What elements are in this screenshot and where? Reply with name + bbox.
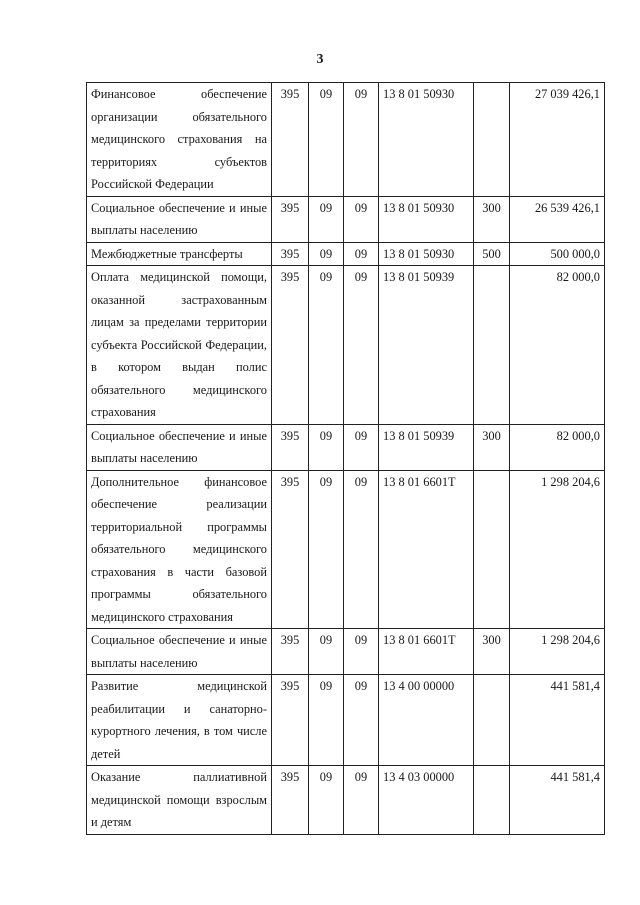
- ministry-code: 395: [272, 242, 309, 266]
- amount: 27 039 426,1: [510, 83, 605, 197]
- subsection-code: 09: [344, 470, 379, 629]
- table-row: [87, 470, 605, 629]
- section-code: 09: [309, 766, 344, 835]
- row-name: Оказание паллиативной медицинской помощи взрослым и детям: [87, 766, 272, 835]
- section-code: 09: [309, 629, 344, 675]
- table-row: [87, 196, 605, 242]
- table-row: [87, 242, 605, 266]
- subsection-code: 09: [344, 675, 379, 766]
- row-name: Дополнительное финансовое обеспечение реализации территориальной программы обязательного медицинского страхования в части базовой программы обязательного медицинского страхования: [87, 470, 272, 629]
- ministry-code: 395: [272, 766, 309, 835]
- amount: 82 000,0: [510, 266, 605, 425]
- ministry-code: 395: [272, 675, 309, 766]
- target-article-code: 13 8 01 50939: [379, 266, 474, 425]
- page-number: 3: [316, 52, 324, 67]
- subsection-code: 09: [344, 424, 379, 470]
- target-article-code: 13 8 01 50930: [379, 83, 474, 197]
- table-row: [87, 424, 605, 470]
- subsection-code: 09: [344, 766, 379, 835]
- table-row: [87, 266, 605, 425]
- subsection-code: 09: [344, 196, 379, 242]
- table-row: [87, 629, 605, 675]
- row-name: Оплата медицинской помощи, оказанной застрахованным лицам за пределами территории субъекта Российской Федерации, в котором выдан полис обязательного медицинского страхования: [87, 266, 272, 425]
- target-article-code: 13 8 01 50939: [379, 424, 474, 470]
- target-article-code: 13 4 00 00000: [379, 675, 474, 766]
- section-code: 09: [309, 675, 344, 766]
- expense-type-code: [474, 266, 510, 425]
- target-article-code: 13 8 01 6601Т: [379, 470, 474, 629]
- target-article-code: 13 8 01 6601Т: [379, 629, 474, 675]
- amount: 26 539 426,1: [510, 196, 605, 242]
- row-name: Социальное обеспечение и иные выплаты населению: [87, 629, 272, 675]
- row-name: Социальное обеспечение и иные выплаты населению: [87, 196, 272, 242]
- target-article-code: 13 8 01 50930: [379, 242, 474, 266]
- amount: 441 581,4: [510, 675, 605, 766]
- target-article-code: 13 8 01 50930: [379, 196, 474, 242]
- ministry-code: 395: [272, 629, 309, 675]
- expense-type-code: [474, 83, 510, 197]
- amount: 500 000,0: [510, 242, 605, 266]
- section-code: 09: [309, 196, 344, 242]
- expense-type-code: [474, 675, 510, 766]
- amount: 441 581,4: [510, 766, 605, 835]
- section-code: 09: [309, 424, 344, 470]
- section-code: 09: [309, 83, 344, 197]
- amount: 82 000,0: [510, 424, 605, 470]
- expense-type-code: [474, 470, 510, 629]
- table-row: [87, 675, 605, 766]
- expense-type-code: 300: [474, 629, 510, 675]
- budget-table: [86, 82, 605, 835]
- ministry-code: 395: [272, 83, 309, 197]
- section-code: 09: [309, 242, 344, 266]
- amount: 1 298 204,6: [510, 470, 605, 629]
- row-name: Социальное обеспечение и иные выплаты населению: [87, 424, 272, 470]
- subsection-code: 09: [344, 266, 379, 425]
- row-name: Межбюджетные трансферты: [87, 242, 272, 266]
- ministry-code: 395: [272, 196, 309, 242]
- expense-type-code: 300: [474, 424, 510, 470]
- row-name: Развитие медицинской реабилитации и санаторно-курортного лечения, в том числе детей: [87, 675, 272, 766]
- table-row: [87, 766, 605, 835]
- subsection-code: 09: [344, 83, 379, 197]
- target-article-code: 13 4 03 00000: [379, 766, 474, 835]
- row-name: Финансовое обеспечение организации обязательного медицинского страхования на территориях субъектов Российской Федерации: [87, 83, 272, 197]
- subsection-code: 09: [344, 242, 379, 266]
- ministry-code: 395: [272, 424, 309, 470]
- table-row: [87, 83, 605, 197]
- expense-type-code: 500: [474, 242, 510, 266]
- expense-type-code: 300: [474, 196, 510, 242]
- ministry-code: 395: [272, 266, 309, 425]
- expense-type-code: [474, 766, 510, 835]
- section-code: 09: [309, 266, 344, 425]
- ministry-code: 395: [272, 470, 309, 629]
- amount: 1 298 204,6: [510, 629, 605, 675]
- subsection-code: 09: [344, 629, 379, 675]
- section-code: 09: [309, 470, 344, 629]
